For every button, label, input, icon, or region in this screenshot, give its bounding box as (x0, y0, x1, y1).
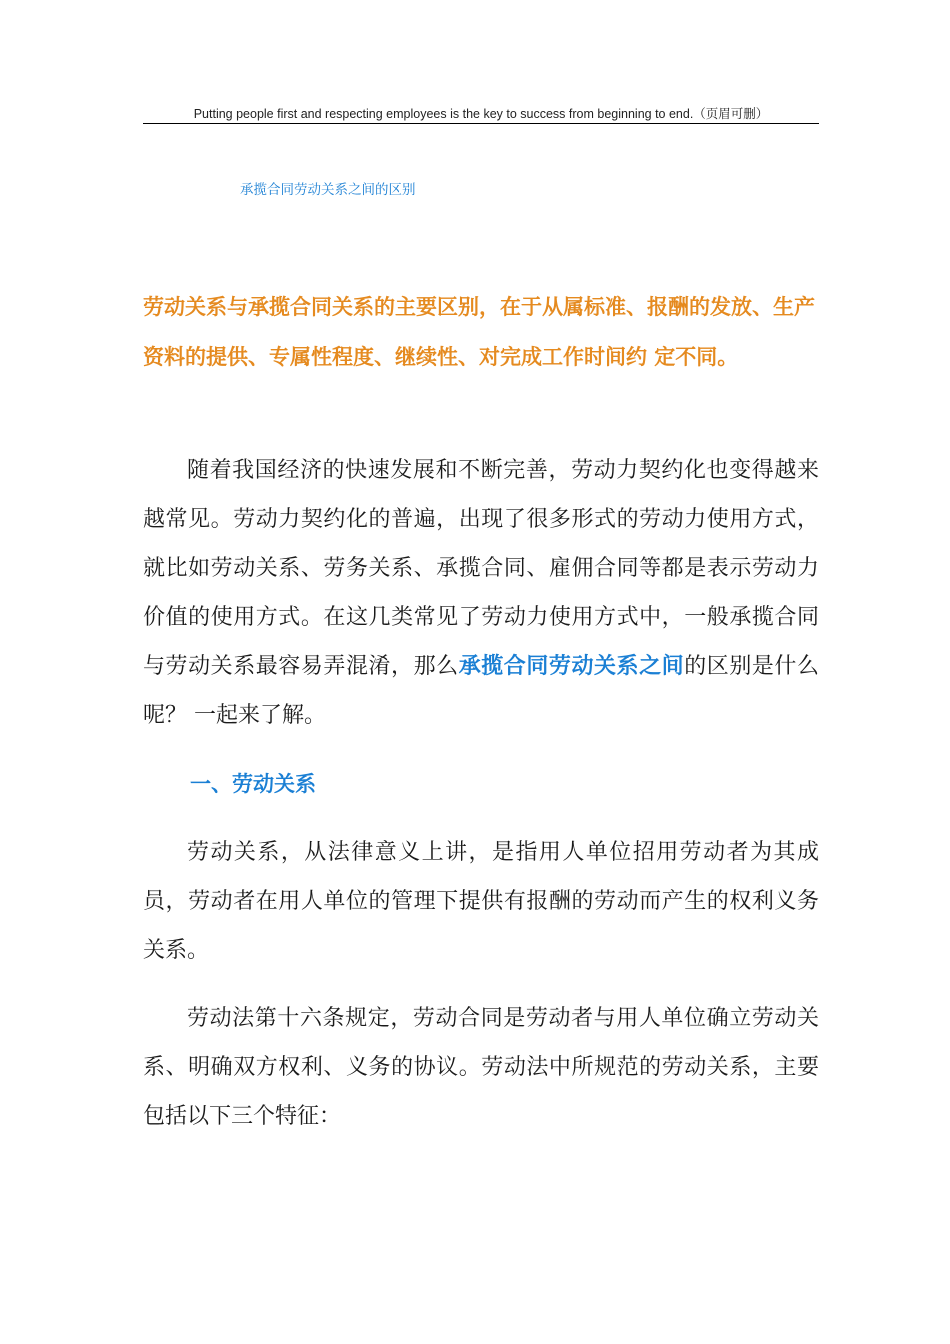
labor-law-article-paragraph: 劳动法第十六条规定，劳动合同是劳动者与用人单位确立劳动关系、明确双方权利、义务的协议。劳动法中所规范的劳动关系，主要包括以下三个特征： (143, 1006, 819, 1129)
summary-paragraph: 劳动关系与承揽合同关系的主要区别，在于从属标准、报酬的发放、生产资料的提供、专属性程度、继续性、对完成工作时间约 定不同。 (143, 295, 815, 369)
intro-paragraph (143, 446, 819, 740)
header-text: Putting people first and respecting employees is the key to success from beginning to end.（页眉可删） (193, 107, 769, 121)
document-title: 承揽合同劳动关系之间的区别 (240, 182, 416, 198)
labor-relations-definition-paragraph: 劳动关系，从法律意义上讲，是指用人单位招用劳动者为其成员，劳动者在用人单位的管理下提供有报酬的劳动而产生的权利义务关系。 (143, 840, 819, 963)
section-heading-labor-relations: 一、劳动关系 (190, 772, 316, 796)
topic-link[interactable]: 承揽合同劳动关系之间 (458, 654, 685, 679)
page-header (143, 105, 819, 124)
intro-text-after-link: 的区别是什么呢？ 一起来了解。 (143, 654, 819, 728)
intro-text-before-link: 随着我国经济的快速发展和不断完善，劳动力契约化也变得越来越常见。劳动力契约化的普遍，出现了很多形式的劳动力使用方式，就比如劳动关系、劳务关系、承揽合同、雇佣合同等都是表示劳动力价值的使用方式。在这几类常见了劳动力使用方式中，一般承揽合同与劳动关系最容易弄混淆，那么 (143, 458, 819, 679)
